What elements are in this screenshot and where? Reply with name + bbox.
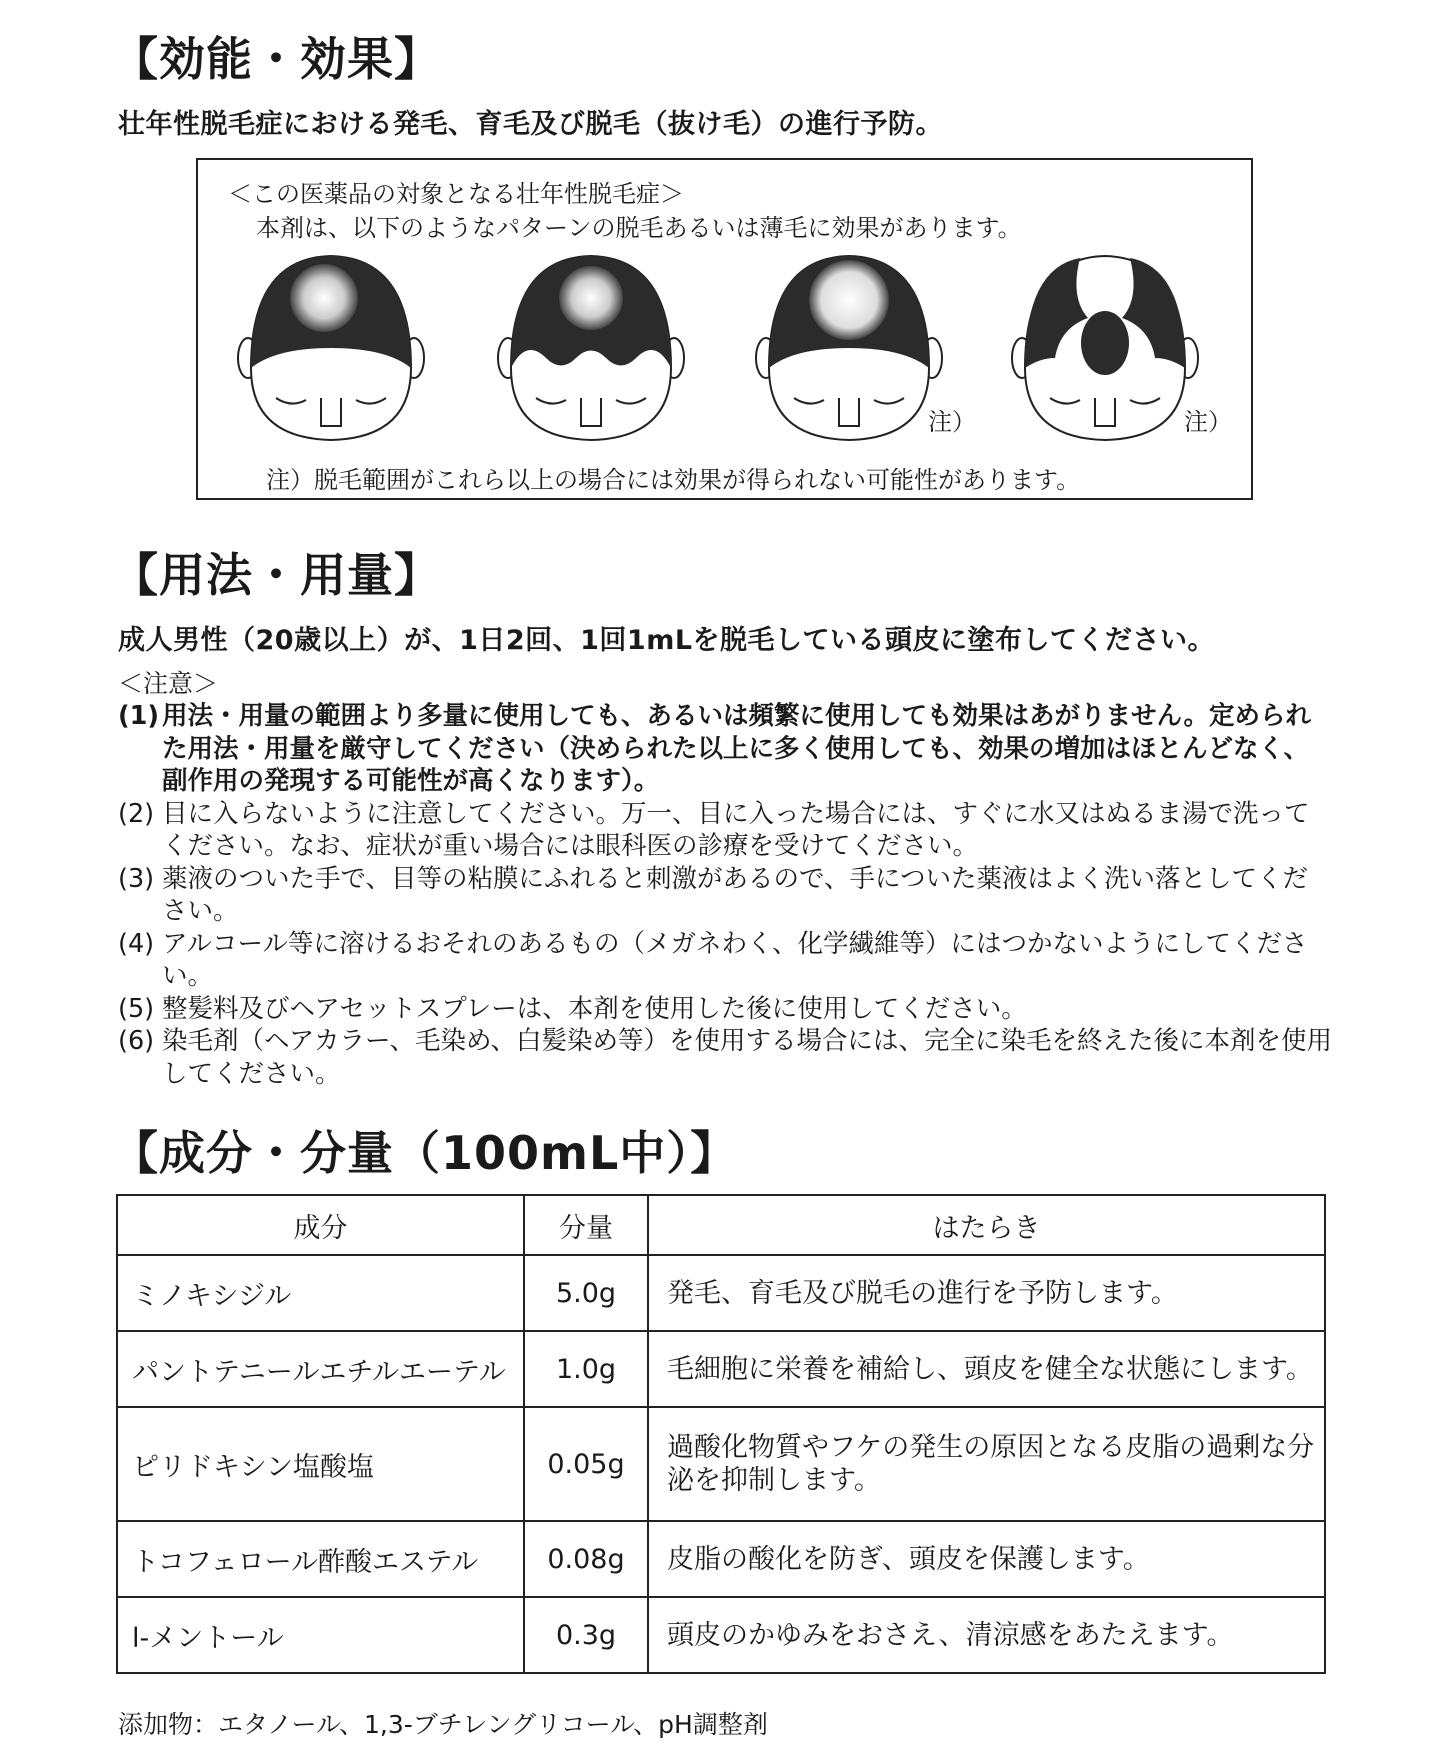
head-illustration-m-shape (496, 248, 686, 448)
header-amount: 分量 (524, 1195, 648, 1255)
ingredient-name: l-メントール (117, 1597, 524, 1673)
table-row (117, 1597, 1325, 1673)
efficacy-lead: 壮年性脱毛症における発毛、育毛及び脱毛（抜け毛）の進行予防。 (118, 109, 943, 140)
head-illustration-extensive (1010, 248, 1200, 448)
caution-item: (4) アルコール等に溶けるおそれのあるもの（メガネわく、化学繊維等）にはつかないようにしてください。 (118, 928, 1308, 991)
dosage-lead: 成人男性（20歳以上）が、1日2回、1回1mLを脱毛している頭皮に塗布してください。 (118, 625, 1216, 656)
ingredient-amount: 0.3g (524, 1597, 648, 1673)
header-ingredient: 成分 (117, 1195, 524, 1255)
head-note-mark: 注） (1184, 408, 1232, 436)
caution-item: (6) 染毛剤（ヘアカラー、毛染め、白髪染め等）を使用する場合には、完全に染毛を終えた後に本剤を使用してください。 (118, 1026, 1332, 1089)
caution-item: (2) 目に入らないように注意してください。万一、目に入った場合には、すぐに水又はぬるま湯で洗ってください。なお、症状が重い場合には眼科医の診療を受けてください。 (118, 798, 1310, 861)
ingredient-function: 頭皮のかゆみをおさえ、清涼感をあたえます。 (648, 1597, 1325, 1673)
table-row (117, 1331, 1325, 1407)
caution-list (118, 700, 1333, 1090)
ingredient-function: 毛細胞に栄養を補給し、頭皮を健全な状態にします。 (648, 1331, 1325, 1407)
ingredient-name: ピリドキシン塩酸塩 (117, 1407, 524, 1521)
dosage-title: 【用法・用量】 (112, 548, 441, 602)
composition-title: 【成分・分量（100mL中）】 (112, 1126, 738, 1180)
caution-item: (1) 用法・用量の範囲より多量に使用しても、あるいは頻繁に使用しても効果はあがりません。定められた用法・用量を厳守してください（決められた以上に多く使用しても、効果の増加はほとんどなく、副作用の発現する可能性が高くなります）。 (118, 701, 1312, 796)
ingredient-amount: 5.0g (524, 1255, 648, 1331)
figure-note: 注）脱毛範囲がこれら以上の場合には効果が得られない可能性があります。 (266, 466, 1081, 494)
head-illustration-crown-large (754, 248, 944, 448)
header-function: はたらき (648, 1195, 1325, 1255)
ingredient-name: パントテニールエチルエーテル (117, 1331, 524, 1407)
head-illustration-crown (236, 248, 426, 448)
figure-heading: ＜この医薬品の対象となる壮年性脱毛症＞ (228, 180, 684, 208)
figure-intro: 本剤は、以下のようなパターンの脱毛あるいは薄毛に効果があります。 (256, 214, 1022, 242)
table-row (117, 1407, 1325, 1521)
ingredient-amount: 0.08g (524, 1521, 648, 1597)
caution-item: (5) 整髪料及びヘアセットスプレーは、本剤を使用した後に使用してください。 (118, 993, 1027, 1024)
caution-heading: ＜注意＞ (118, 669, 219, 698)
table-row (117, 1521, 1325, 1597)
caution-item: (3) 薬液のついた手で、目等の粘膜にふれると刺激があるので、手についた薬液はよく洗い落としてください。 (118, 863, 1308, 926)
ingredient-function: 発毛、育毛及び脱毛の進行を予防します。 (648, 1255, 1325, 1331)
ingredient-name: ミノキシジル (117, 1255, 524, 1331)
ingredient-function: 過酸化物質やフケの発生の原因となる皮脂の過剰な分泌を抑制します。 (648, 1407, 1325, 1521)
efficacy-title: 【効能・効果】 (112, 32, 441, 86)
table-header-row (117, 1195, 1325, 1255)
ingredient-name: トコフェロール酢酸エステル (117, 1521, 524, 1597)
head-note-mark: 注） (928, 408, 976, 436)
ingredient-function: 皮脂の酸化を防ぎ、頭皮を保護します。 (648, 1521, 1325, 1597)
additives-note: 添加物：エタノール、1,3-ブチレングリコール、pH調整剤 (118, 1710, 768, 1739)
hair-loss-pattern-figure (196, 158, 1253, 500)
table-row (117, 1255, 1325, 1331)
ingredient-table (116, 1194, 1326, 1674)
ingredient-amount: 0.05g (524, 1407, 648, 1521)
ingredient-amount: 1.0g (524, 1331, 648, 1407)
